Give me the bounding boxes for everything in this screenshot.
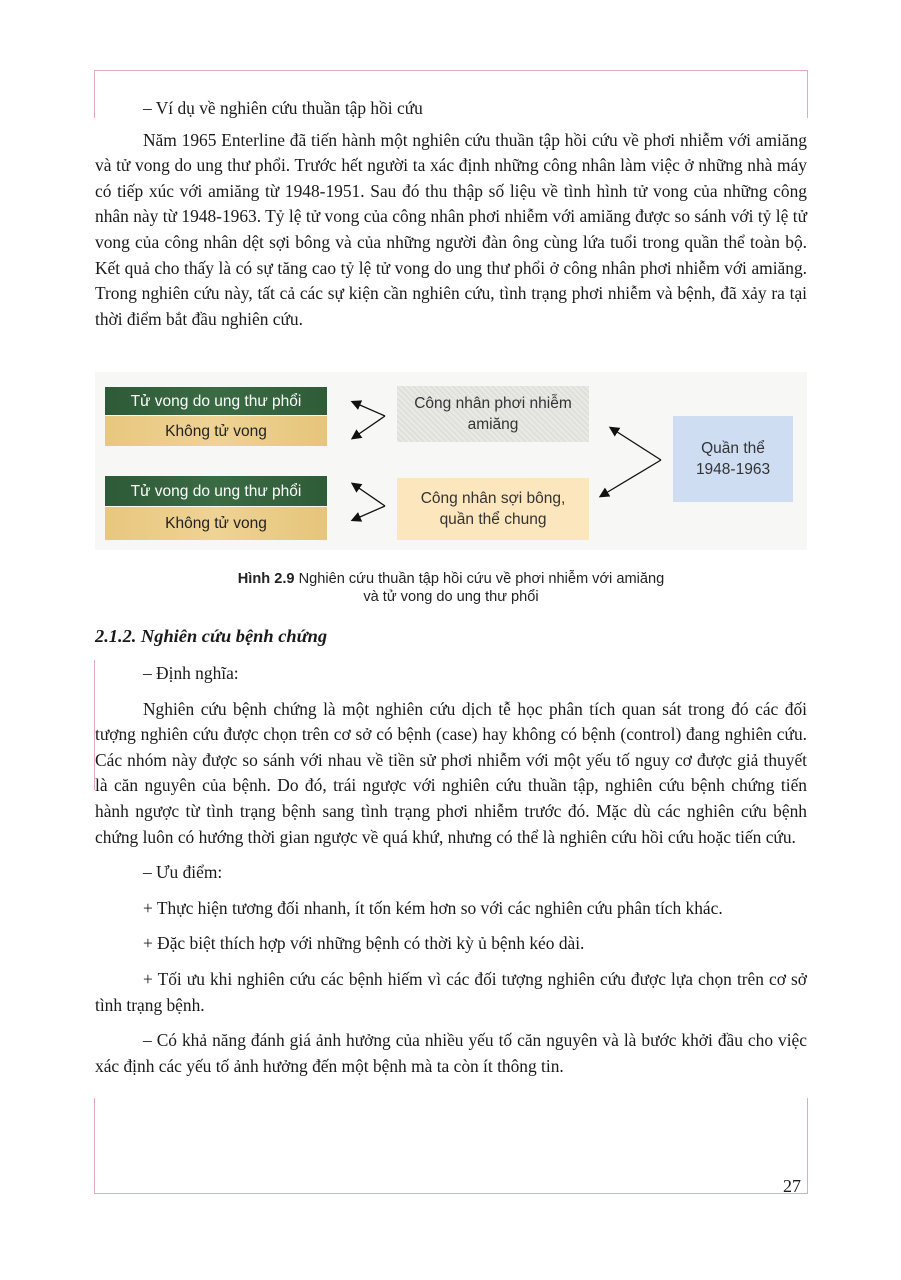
page-frame-right [807,1098,808,1194]
caption-line-2: và tử vong do ung thư phổi [363,589,539,605]
caption-line-1: Nghiên cứu thuần tập hồi cứu về phơi nhiễm với amiăng [294,571,665,587]
group-unexposed: Công nhân sợi bông, quần thể chung [397,478,589,540]
caption-label: Hình 2.9 [237,571,295,587]
advantages-label: – Ưu điểm: [95,860,807,886]
advantage-item: – Có khả năng đánh giá ảnh hưởng của nhiều yếu tố căn nguyên và là bước khởi đầu cho việc xác định các yếu tố ảnh hưởng đến một bệnh mà ta còn ít thông tin. [95,1030,807,1076]
example-section [95,96,807,332]
outcome-alive-upper: Không tử vong [105,416,327,446]
figure-caption [95,570,807,606]
advantage-item: + Đặc biệt thích hợp với những bệnh có thời kỳ ủ bệnh kéo dài. [143,933,585,954]
definition-text: Nghiên cứu bệnh chứng là một nghiên cứu dịch tễ học phân tích quan sát trong đó các đối tượng nghiên cứu được chọn trên cơ sở có bệnh (case) hay không có bệnh (control) đang nghiên cứu. Các nhóm này được so sánh với nhau về tiền sử phơi nhiễm với một yếu tố nguy cơ được giả thuyết là căn nguyên của bệnh. Do đó, trái ngược với nghiên cứu thuần tập, nghiên cứu bệnh chứng tiến hành ngược từ tình trạng bệnh sang tình trạng phơi nhiễm trước đó. Mặc dù các nghiên cứu bệnh chứng luôn có hướng thời gian ngược về quá khứ, nhưng có thể là nghiên cứu hồi cứu hoặc tiến cứu. [95,698,807,847]
group-exposed: Công nhân phơi nhiễm amiăng [397,386,589,442]
example-paragraph: Năm 1965 Enterline đã tiến hành một nghiên cứu thuần tập hồi cứu về phơi nhiễm với amiăng và tử vong do ung thư phổi. Trước hết người ta xác định những công nhân làm việc ở những nhà máy có tiếp xúc với amiăng từ 1948-1951. Sau đó thu thập số liệu về tình hình tử vong của những công nhân này từ 1948-1963. Tỷ lệ tử vong của công nhân phơi nhiễm với amiăng được so sánh với tỷ lệ tử vong của công nhân dệt sợi bông và của những người đàn ông cùng lứa tuổi trong quần thể toàn bộ. Kết quả cho thấy là có sự tăng cao tỷ lệ tử vong do ung thư phổi ở công nhân phơi nhiễm với amiăng. Trong nghiên cứu này, tất cả các sự kiện cần nghiên cứu, tình trạng phơi nhiễm và bệnh, đã xảy ra tại thời điểm bắt đầu nghiên cứu. [95,129,807,329]
case-control-section [95,661,807,1079]
advantage-item: + Tối ưu khi nghiên cứu các bệnh hiếm vì các đối tượng nghiên cứu được lựa chọn trên cơ sở tình trạng bệnh. [95,968,807,1015]
page-number: 27 [783,1176,801,1196]
arrow-upper-bottom [353,416,385,438]
definition-label: – Định nghĩa: [95,661,807,687]
page-frame-top [94,70,808,71]
arrow-lower-top [353,484,385,506]
arrow-population-lower [601,460,661,496]
example-heading: – Ví dụ về nghiên cứu thuần tập hồi cứu [95,96,807,122]
arrow-upper-top [353,402,385,416]
arrow-population-upper [611,428,661,460]
arrow-lower-bottom [353,506,385,520]
page-frame-right [807,70,808,118]
outcome-death-upper: Tử vong do ung thư phổi [105,387,327,415]
population-box: Quần thể 1948-1963 [673,416,793,502]
outcome-death-lower: Tử vong do ung thư phổi [105,476,327,506]
section-heading: 2.1.2. Nghiên cứu bệnh chứng [95,626,328,646]
advantage-item: + Thực hiện tương đối nhanh, ít tốn kém hơn so với các nghiên cứu phân tích khác. [143,897,723,918]
outcome-alive-lower: Không tử vong [105,507,327,540]
figure-2-9 [95,372,807,550]
page-frame-left [94,1098,95,1194]
page-frame-bottom [94,1193,808,1194]
